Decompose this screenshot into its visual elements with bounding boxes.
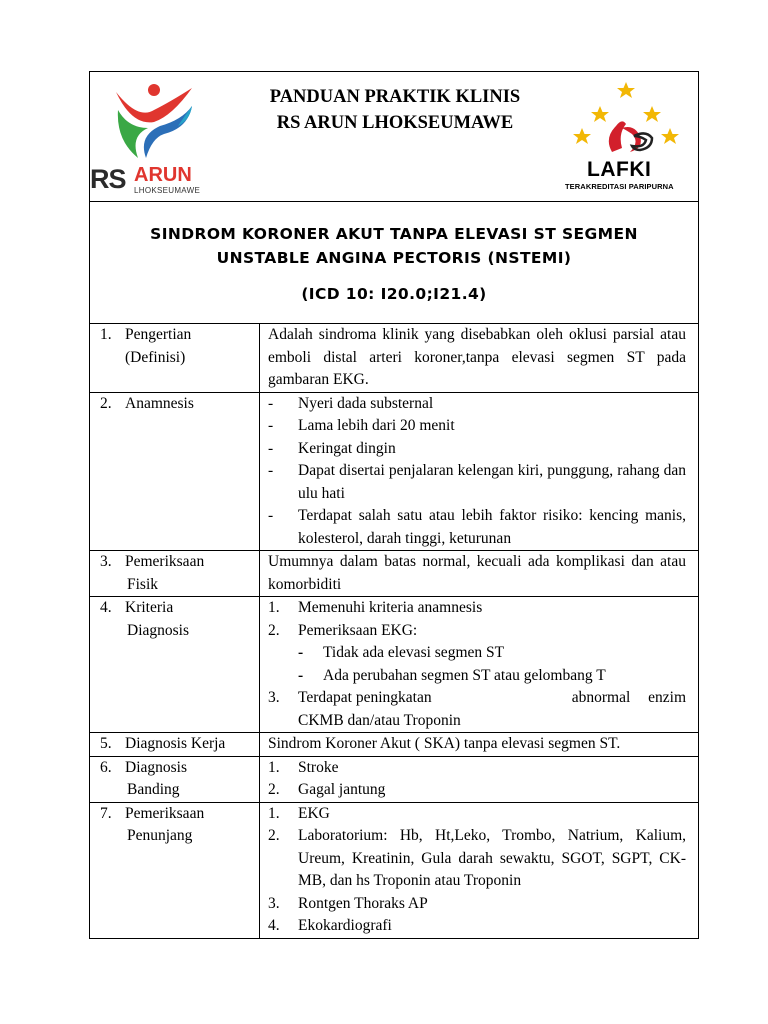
row-label bbox=[90, 324, 260, 392]
row-content bbox=[260, 392, 699, 551]
list-item-text: CKMB dan/atau Troponin bbox=[298, 711, 461, 729]
list-item: - Lama lebih dari 20 menit bbox=[268, 417, 455, 434]
logo-rs-text: RS bbox=[90, 164, 126, 194]
list-item: - Dapat disertai penjalaran kelengan kiri, punggung, rahang dan ulu hati bbox=[268, 462, 686, 502]
list-item: 1. Memenuhi kriteria anamnesis bbox=[268, 599, 483, 616]
row-label-line: Anamnesis bbox=[125, 394, 194, 412]
row-content bbox=[260, 802, 699, 938]
list-item: - Nyeri dada substernal bbox=[268, 394, 434, 412]
row-content bbox=[260, 733, 699, 757]
list-item: 3. Terdapat peningkatan abnormal enzim CKMB dan/atau Troponin bbox=[268, 687, 686, 732]
row-label-line: Pemeriksaan bbox=[125, 804, 205, 822]
row-label bbox=[90, 551, 260, 597]
lafki-tagline-text: TERAKREDITASI PARIPURNA bbox=[565, 182, 674, 191]
table-row bbox=[90, 733, 698, 757]
list-item: 2. Pemeriksaan EKG: bbox=[268, 621, 418, 639]
list-item: 1. EKG bbox=[268, 804, 330, 822]
row-label-line: Kriteria bbox=[125, 599, 174, 616]
row-number: 4. bbox=[100, 599, 112, 616]
list-item: - Terdapat salah satu atau lebih faktor risiko: kencing manis, kolesterol, darah tinggi, keturunan bbox=[268, 507, 686, 547]
document-title-line1: SINDROM KORONER AKUT TANPA ELEVASI ST SEGMEN bbox=[150, 225, 638, 243]
row-label bbox=[90, 802, 260, 938]
list-item: 1. Stroke bbox=[268, 758, 339, 776]
physical-exam-text: Umumnya dalam batas normal, kecuali ada komplikasi dan atau komorbiditi bbox=[268, 553, 686, 593]
row-label bbox=[90, 756, 260, 802]
definition-text: Adalah sindroma klinik yang disebabkan oleh oklusi parsial atau emboli distal arteri koroner,tanpa elevasi segmen ST pada gambaran EKG. bbox=[268, 326, 686, 388]
table-row bbox=[90, 392, 698, 551]
list-item: 2. Laboratorium: Hb, Ht,Leko, Trombo, Natrium, Kalium, Ureum, Kreatinin, Gula darah sewaktu, SGOT, SGPT, CK-MB, dan hs Troponin atau Troponin bbox=[268, 827, 686, 889]
row-number: 7. bbox=[100, 804, 112, 822]
row-label-line: Pemeriksaan bbox=[125, 553, 205, 570]
row-label-line: Banding bbox=[127, 781, 180, 798]
list-item-text: Terdapat peningkatan bbox=[298, 689, 432, 706]
table-row bbox=[90, 802, 698, 938]
table-row bbox=[90, 756, 698, 802]
row-number: 5. bbox=[100, 735, 112, 752]
guideline-table bbox=[90, 324, 698, 938]
header-title-line2: RS ARUN LHOKSEUMAWE bbox=[276, 113, 514, 133]
row-label-line: Penunjang bbox=[127, 827, 193, 844]
logo-arun-text: ARUN bbox=[134, 164, 192, 186]
lafki-name-text: LAFKI bbox=[587, 158, 652, 181]
row-number: 1. bbox=[100, 326, 112, 343]
lafki-emblem-icon bbox=[560, 78, 700, 158]
lafki-logo bbox=[560, 78, 700, 198]
icd-code: (ICD 10: I20.0;I21.4) bbox=[301, 285, 487, 303]
document-title-line2: UNSTABLE ANGINA PECTORIS (NSTEMI) bbox=[216, 249, 572, 267]
list-item: - Keringat dingin bbox=[268, 439, 396, 457]
document-title bbox=[90, 202, 698, 324]
list-item: 3. Rontgen Thoraks AP bbox=[268, 894, 428, 912]
row-content bbox=[260, 324, 699, 392]
row-label-line: Diagnosis bbox=[125, 758, 187, 776]
row-content bbox=[260, 756, 699, 802]
row-label bbox=[90, 392, 260, 551]
table-row bbox=[90, 324, 698, 392]
list-item-text: abnormal enzim bbox=[571, 689, 686, 706]
table-row bbox=[90, 597, 698, 733]
row-label-line: Fisik bbox=[127, 575, 159, 593]
row-content bbox=[260, 597, 699, 733]
row-number: 3. bbox=[100, 553, 112, 570]
clinical-guideline-document bbox=[89, 71, 699, 939]
row-label-line: Pengertian bbox=[125, 326, 192, 343]
row-label bbox=[90, 597, 260, 733]
row-label-line: Diagnosis Kerja bbox=[125, 735, 226, 752]
document-header bbox=[90, 72, 698, 202]
row-number: 2. bbox=[100, 394, 112, 412]
row-content bbox=[260, 551, 699, 597]
list-item: 4. Ekokardiografi bbox=[268, 917, 392, 934]
table-row bbox=[90, 551, 698, 597]
logo-city-text: LHOKSEUMAWE bbox=[134, 186, 201, 195]
row-label bbox=[90, 733, 260, 757]
working-diagnosis-text: Sindrom Koroner Akut ( SKA) tanpa elevasi segmen ST. bbox=[268, 735, 621, 752]
rs-arun-emblem-icon bbox=[108, 80, 198, 162]
list-item: 2. Gagal jantung bbox=[268, 781, 386, 798]
header-title-line1: PANDUAN PRAKTIK KLINIS bbox=[269, 87, 521, 107]
row-number: 6. bbox=[100, 758, 112, 776]
rs-arun-logo bbox=[90, 80, 220, 195]
sub-list-item: - Tidak ada elevasi segmen ST bbox=[298, 644, 505, 661]
row-label-line: (Definisi) bbox=[125, 348, 186, 366]
sub-list-item: - Ada perubahan segmen ST atau gelombang T bbox=[298, 666, 606, 684]
header-title bbox=[220, 84, 570, 136]
row-label-line: Diagnosis bbox=[127, 621, 189, 639]
